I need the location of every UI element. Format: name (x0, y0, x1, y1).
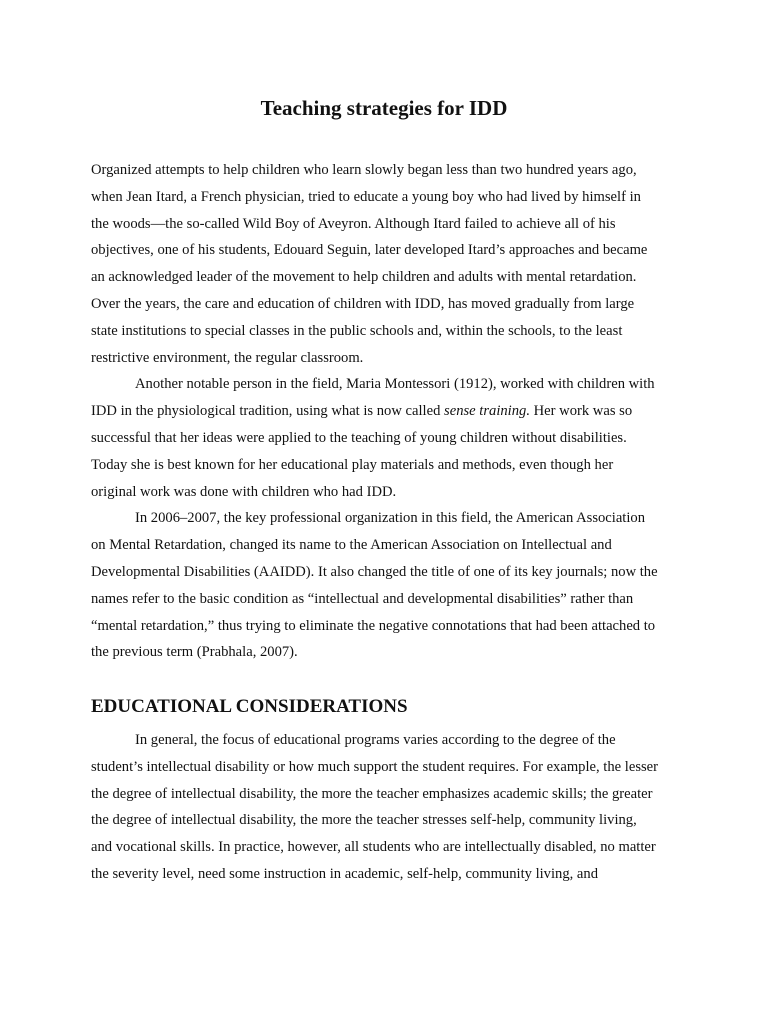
paragraph-line: Over the years, the care and education of children with IDD, has moved gradually from large (91, 295, 635, 312)
italic-term: sense training. (444, 403, 530, 420)
paragraph-line: student’s intellectual disability or how much support the student requires. For example, the lesser (91, 758, 659, 775)
text-run: IDD in the physiological tradition, using what is now called (91, 403, 445, 420)
paragraph-line: Today she is best known for her educational play materials and methods, even though her (91, 456, 614, 473)
paragraph-line: Organized attempts to help children who learn slowly began less than two hundred years ago, (91, 162, 637, 178)
paragraph-line: In general, the focus of educational programs varies according to the degree of the (135, 732, 616, 748)
paragraph-line: original work was done with children who had IDD. (91, 483, 397, 500)
paragraph-line (91, 398, 691, 425)
document-title: Teaching strategies for IDD (260, 96, 508, 120)
paragraph-line: the previous term (Prabhala, 2007). (91, 644, 298, 661)
paragraph-line: and vocational skills. In practice, however, all students who are intellectually disabled, no matter (91, 839, 656, 856)
paragraph-line: when Jean Itard, a French physician, tried to educate a young boy who had lived by himself in (91, 188, 641, 205)
paragraph (91, 505, 691, 666)
text-run: Her work was so (529, 403, 633, 420)
paragraph-line: names refer to the basic condition as “intellectual and developmental disabilities” rather than (91, 590, 634, 607)
section-body (91, 727, 691, 888)
section-heading: EDUCATIONAL CONSIDERATIONS (91, 696, 408, 717)
paragraph-line: successful that her ideas were applied to the teaching of young children without disabilities. (91, 429, 627, 446)
paragraph-line: the severity level, need some instruction in academic, self-help, community living, and (91, 865, 598, 882)
paragraph-line: the degree of intellectual disability, the more the teacher stresses self-help, community living, (91, 812, 637, 829)
paragraph (91, 371, 691, 505)
paragraph-line: state institutions to special classes in the public schools and, within the schools, to the least (91, 322, 623, 339)
paragraph (91, 727, 691, 888)
paragraph-line: In 2006–2007, the key professional organization in this field, the American Association (135, 510, 646, 527)
paragraph-line: objectives, one of his students, Edouard Seguin, later developed Itard’s approaches and became (91, 242, 648, 259)
paragraph-line: restrictive environment, the regular classroom. (91, 349, 364, 366)
paragraph-line: the woods—the so-called Wild Boy of Aveyron. Although Itard failed to achieve all of his (91, 215, 616, 232)
paragraph-line: “mental retardation,” thus trying to eliminate the negative connotations that had been attached to (91, 617, 656, 634)
paragraph (91, 157, 691, 371)
paragraph-line: the degree of intellectual disability, the more the teacher emphasizes academic skills; the greater (91, 785, 653, 802)
paragraph-line: Another notable person in the field, Maria Montessori (1912), worked with children with (135, 376, 655, 393)
paragraph-line: on Mental Retardation, changed its name to the American Association on Intellectual and (91, 537, 612, 554)
section-body (91, 157, 691, 666)
paragraph-line: an acknowledged leader of the movement to help children and adults with mental retardation. (91, 269, 637, 286)
paragraph-line: Developmental Disabilities (AAIDD). It also changed the title of one of its key journals; now the (91, 563, 658, 580)
